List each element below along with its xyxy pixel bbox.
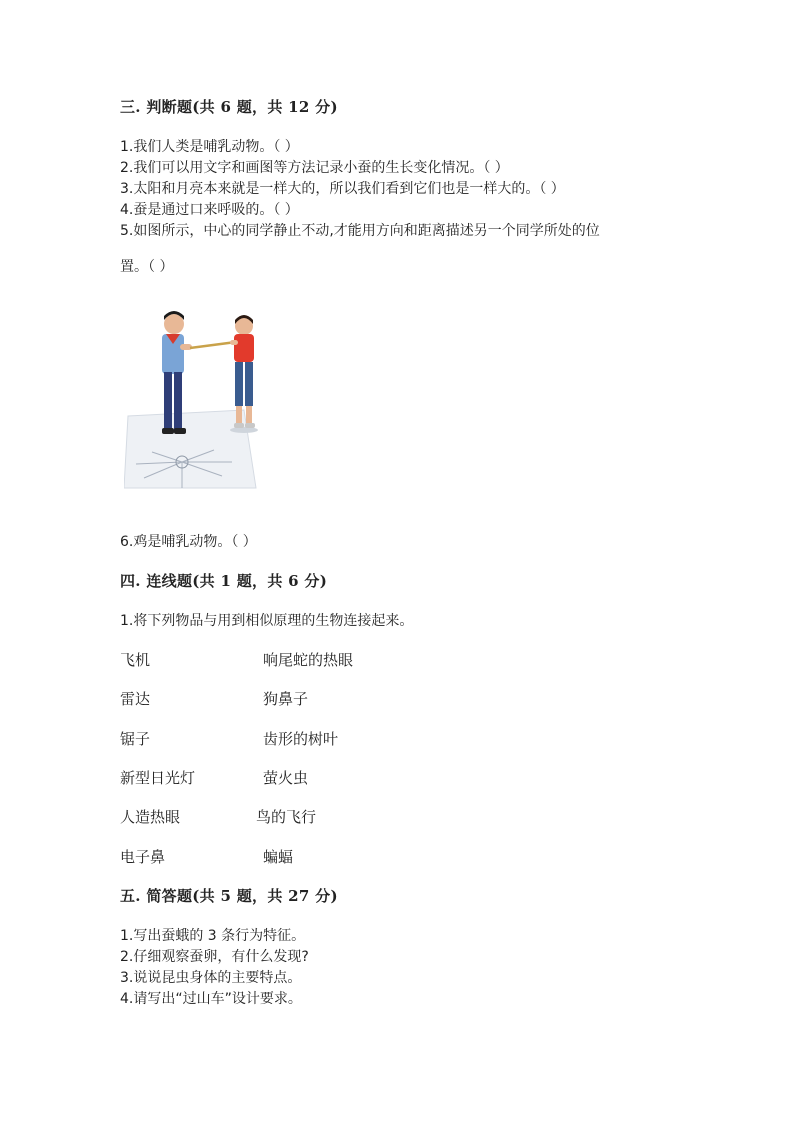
match-right-1: 响尾蛇的热眼: [263, 651, 354, 669]
match-right-6: 蝙蝠: [263, 848, 294, 866]
section5-item-1: 1.写出蚕蛾的 3 条行为特征。: [120, 928, 306, 944]
section3-item-5-cont: 置。（ ）: [120, 259, 174, 275]
match-right-4: 萤火虫: [263, 769, 309, 787]
match-left-6: 电子鼻: [120, 848, 166, 866]
section4-title: 四. 连线题(共 1 题，共 6 分): [120, 572, 328, 590]
match-left-1: 飞机: [120, 651, 151, 669]
match-right-5: 鸟的飞行: [256, 808, 317, 826]
section3-item-1: 1.我们人类是哺乳动物。（ ）: [120, 139, 299, 155]
section3-item-4: 4.蚕是通过口来呼吸的。（ ）: [120, 202, 299, 218]
section5-item-3: 3.说说昆虫身体的主要特点。: [120, 970, 302, 986]
section5-item-2: 2.仔细观察蚕卵，有什么发现?: [120, 949, 309, 965]
section5-title: 五. 简答题(共 5 题，共 27 分): [120, 887, 338, 905]
match-left-2: 雷达: [120, 690, 151, 708]
match-left-5: 人造热眼: [120, 808, 181, 826]
section3-item-2: 2.我们可以用文字和画图等方法记录小蚕的生长变化情况。（ ）: [120, 160, 509, 176]
match-right-2: 狗鼻子: [263, 690, 309, 708]
section3-item-3: 3.太阳和月亮本来就是一样大的，所以我们看到它们也是一样大的。（ ）: [120, 181, 565, 197]
match-left-4: 新型日光灯: [120, 769, 196, 787]
section5-item-4: 4.请写出“过山车”设计要求。: [120, 991, 302, 1007]
section4-question: 1.将下列物品与用到相似原理的生物连接起来。: [120, 613, 414, 629]
section3-item-6: 6.鸡是哺乳动物。（ ）: [120, 534, 257, 550]
match-left-3: 锯子: [120, 730, 151, 748]
section3-item-5: 5.如图所示，中心的同学静止不动,才能用方向和距离描述另一个同学所处的位: [120, 223, 600, 239]
match-right-3: 齿形的树叶: [263, 730, 339, 748]
section3-title: 三. 判断题(共 6 题，共 12 分): [120, 98, 338, 116]
students-position-illustration: [124, 306, 258, 492]
